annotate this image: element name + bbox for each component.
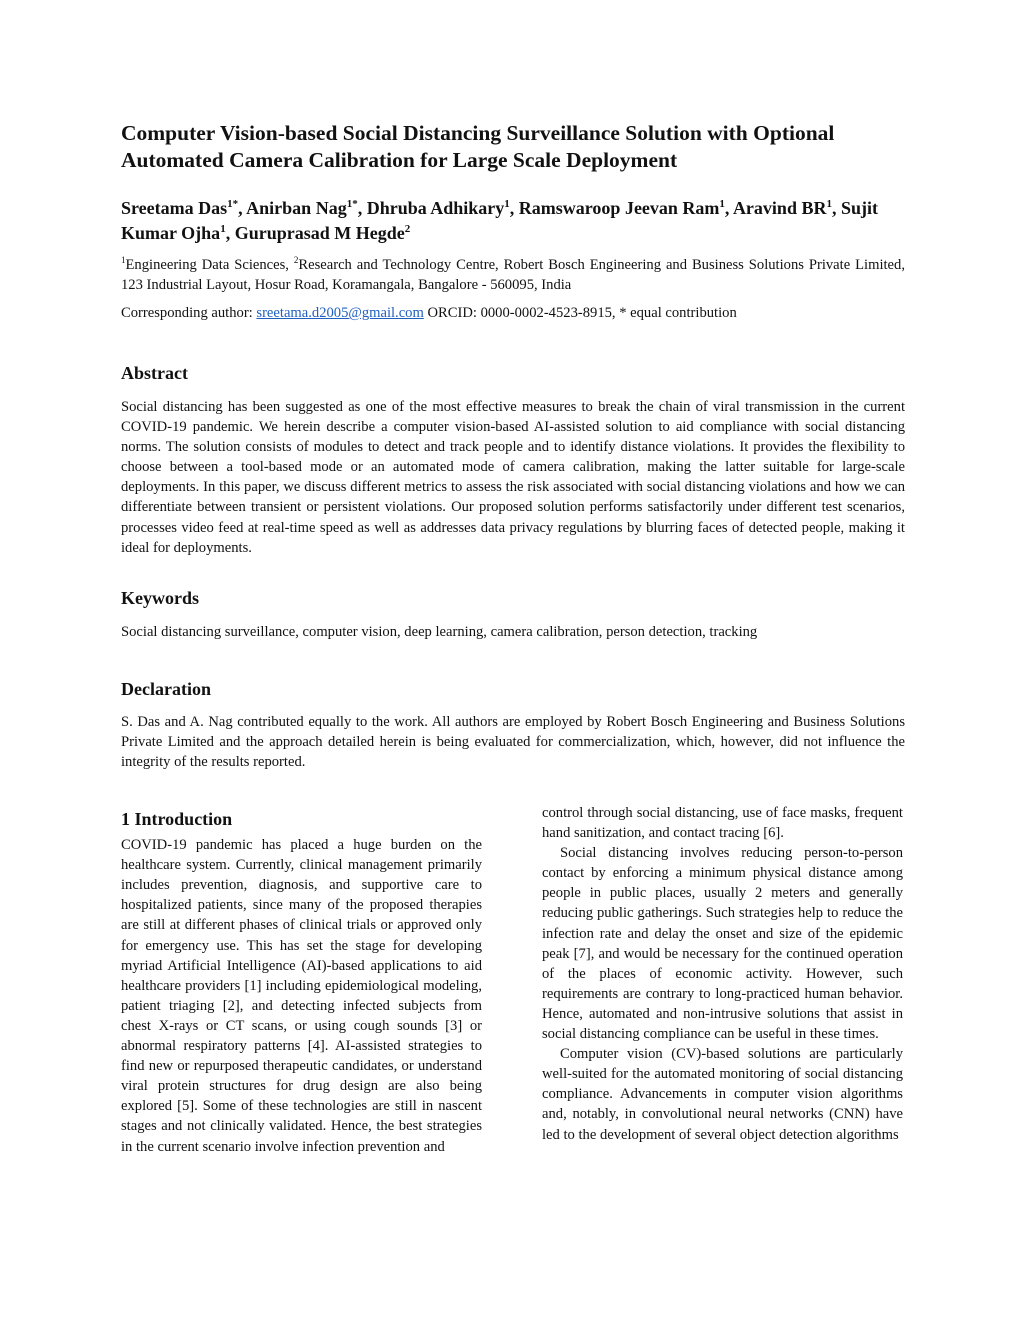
author-list bbox=[121, 196, 905, 246]
author: Ramswaroop Jeevan Ram$^1$, bbox=[518, 198, 733, 218]
intro-paragraph-1: COVID-19 pandemic has placed a huge burden on the healthcare system. Currently, clinical management primarily includes prevention, diagnosis, and supportive care to hospitalized patients, since many of the proposed therapies are still at different phases of clinical trials or approved only for emergency use. This has set the stage for developing myriad Artificial Intelligence (AI)-based applications to aid healthcare providers [1] including epidemiological modeling, patient triaging [2], and detecting infected subjects from chest X-rays or CT scans, or using cough sounds [3] or abnormal respiratory patterns [4]. AI-assisted strategies to find new or repurposed therapeutic candidates, or understand viral protein structures for drug design are also being explored [5]. Some of these technologies are still in nascent stages and not clinically validated. Hence, the best strategies in the current scenario involve infection prevention and bbox=[121, 837, 482, 1155]
author: Sreetama Das$^{1*}$, bbox=[121, 198, 247, 218]
author: Guruprasad M Hegde$^2$ bbox=[234, 223, 411, 243]
intro-paragraph-2: control through social distancing, use of face masks, frequent hand sanitization, and contact tracing [6]. bbox=[542, 805, 903, 842]
abstract-text: Social distancing has been suggested as one of the most effective measures to break the chain of viral transmission in the current COVID-19 pandemic. We herein describe a computer vision-based AI-assisted solution to aid compliance with social distancing norms. The solution consists of modules to detect and track people and to identify distance violations. It provides the flexibility to choose between a tool-based mode or an automated mode of camera calibration, making the latter suitable for large-scale deployments. In this paper, we discuss different metrics to assess the risk associated with social distancing violations and how we can differentiate between transient or persistent violations. Our proposed solution performs satisfactorily under different test scenarios, processes video feed at real-time speed as well as addresses data privacy regulations by blurring faces of detected people, making it ideal for deployments. bbox=[121, 399, 905, 556]
intro-paragraph-4: Computer vision (CV)-based solutions are particularly well-suited for the automated monitoring of social distancing compliance. Advancements in computer vision algorithms and, notably, in convolutional neural networks (CNN) have led to the development of several object detection algorithms bbox=[542, 1046, 903, 1143]
author: Sujit Kumar Ojha$^1$, bbox=[121, 198, 878, 243]
introduction-heading: 1 Introduction bbox=[121, 809, 233, 829]
abstract-heading: Abstract bbox=[121, 363, 188, 383]
affiliation: $^1$Engineering Data Sciences, $^2$Research and Technology Centre, Robert Bosch Engineering and Business Solutions Private Limited, 123 Industrial Layout, Hosur Road, Koramangala, Bangalore - 560095, India bbox=[121, 255, 905, 293]
keywords-text: Social distancing surveillance, computer vision, deep learning, camera calibration, person detection, tracking bbox=[121, 624, 758, 640]
author: Aravind $BR^1$, bbox=[732, 198, 841, 218]
email-link[interactable]: sreetama.d2005@gmail.com bbox=[256, 305, 424, 321]
paper-page bbox=[121, 120, 905, 1155]
declaration-text: S. Das and A. Nag contributed equally to the work. All authors are employed by Robert Bosch Engineering and Business Solutions Private Limited and the approach detailed herein is being evaluated for commercialization, which, however, did not influence the integrity of the results reported. bbox=[121, 714, 905, 771]
declaration-heading: Declaration bbox=[121, 679, 211, 699]
paper-title: Computer Vision-based Social Distancing Surveillance Solution with Optional Automated Camera Calibration for Large Scale Deployment bbox=[121, 121, 835, 172]
author: Anirban Nag$^{1*}$, bbox=[246, 198, 367, 218]
keywords-heading: Keywords bbox=[121, 588, 199, 608]
left-column bbox=[121, 809, 482, 1157]
author: Dhruba Adhikary$^1$, bbox=[366, 198, 519, 218]
corresponding-author: Corresponding author: sreetama.d2005@gmail.com ORCID: 0000-0002-4523-8915, * equal contribution bbox=[121, 305, 737, 321]
right-column bbox=[542, 803, 903, 1145]
intro-paragraph-3: Social distancing involves reducing person-to-person contact by enforcing a minimum physical distance among people in public places, usually 2 meters and generally reducing public gatherings. Such strategies help to reduce the infection rate and delay the onset and size of the epidemic peak [7], and would be necessary for the continued operation of the places of economic activity. However, such requirements are contrary to long-practiced human behavior. Hence, automated and non-intrusive solutions that assist in social distancing compliance can be useful in these times. bbox=[542, 845, 903, 1043]
